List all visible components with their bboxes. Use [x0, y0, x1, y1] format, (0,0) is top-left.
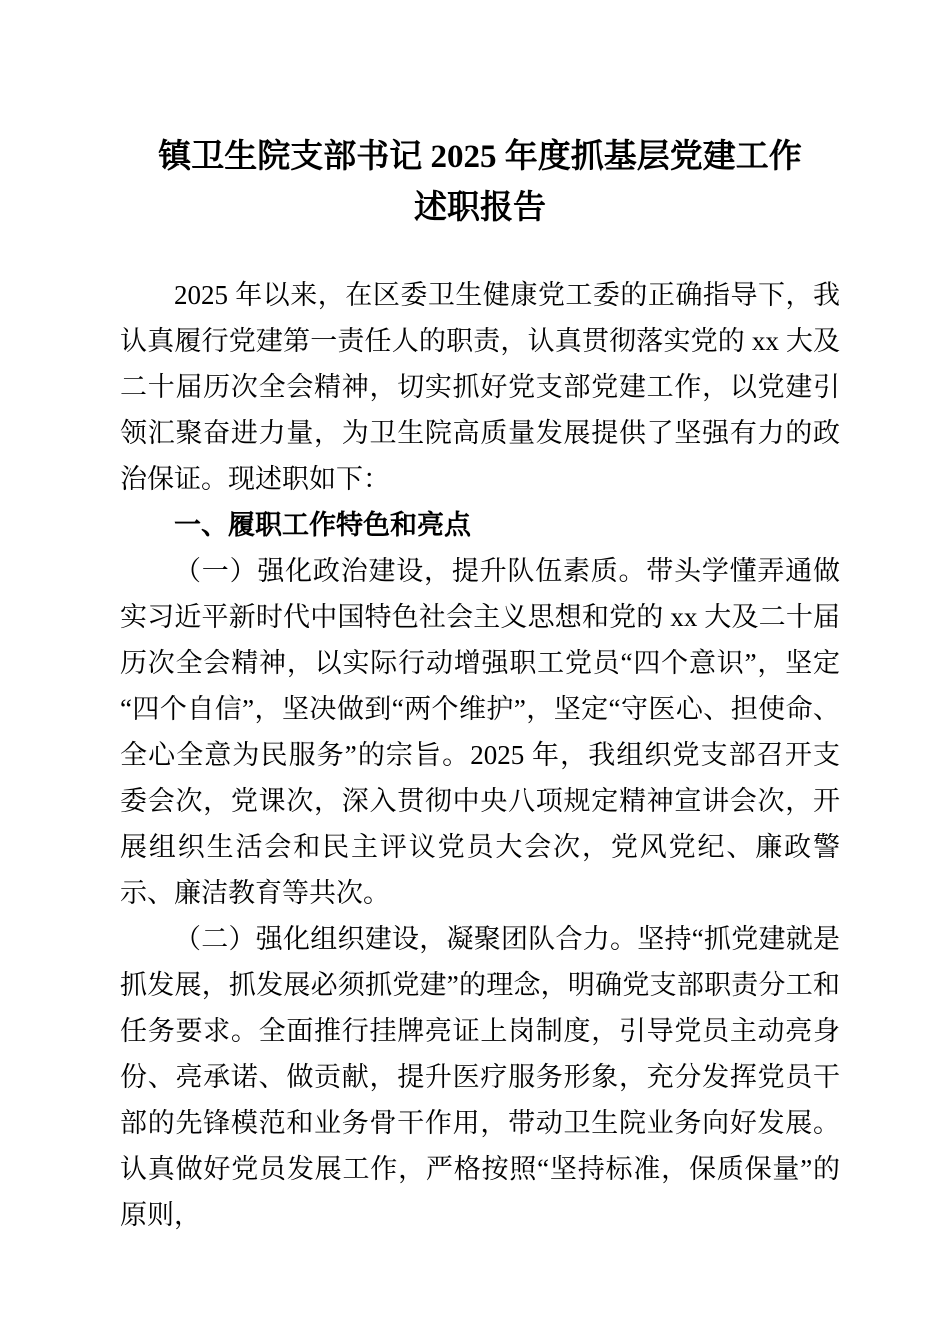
document-title-line-1: 镇卫生院支部书记 2025 年度抓基层党建工作: [158, 139, 802, 175]
paragraph-section-1-item-2: （二）强化组织建设，凝聚团队合力。坚持“抓党建就是抓发展，抓发展必须抓党建”的理念，明确党支部职责分工和任务要求。全面推行挂牌亮证上岗制度，引导党员主动亮身份、亮承诺、做贡献，提升医疗服务形象，充分发挥党员干部的先锋模范和业务骨干作用，带动卫生院业务向好发展。认真做好党员发展工作，严格按照“坚持标准，保质保量”的原则，: [120, 924, 840, 1230]
paragraph-section-1-item-1: （一）强化政治建设，提升队伍素质。带头学懂弄通做实习近平新时代中国特色社会主义思想和党的 xx 大及二十届历次全会精神，以实际行动增强职工党员“四个意识”，坚定“四个自信”，坚决做到“两个维护”，坚定“守医心、担使命、全心全意为民服务”的宗旨。2025 年，我组织党支部召开支委会次，党课次，深入贯彻中央八项规定精神宣讲会次，开展组织生活会和民主评议党员大会次，党风党纪、廉政警示、廉洁教育等共次。: [120, 556, 840, 908]
document-title: [120, 132, 840, 234]
document-title-line-2: 述职报告: [414, 190, 546, 226]
section-heading-1: 一、履职工作特色和亮点: [174, 510, 471, 540]
paragraph-intro: 2025 年以来，在区委卫生健康党工委的正确指导下，我认真履行党建第一责任人的职责，认真贯彻落实党的 xx 大及二十届历次全会精神，切实抓好党支部党建工作，以党建引领汇聚奋进力量，为卫生院高质量发展提供了坚强有力的政治保证。现述职如下：: [120, 280, 840, 494]
